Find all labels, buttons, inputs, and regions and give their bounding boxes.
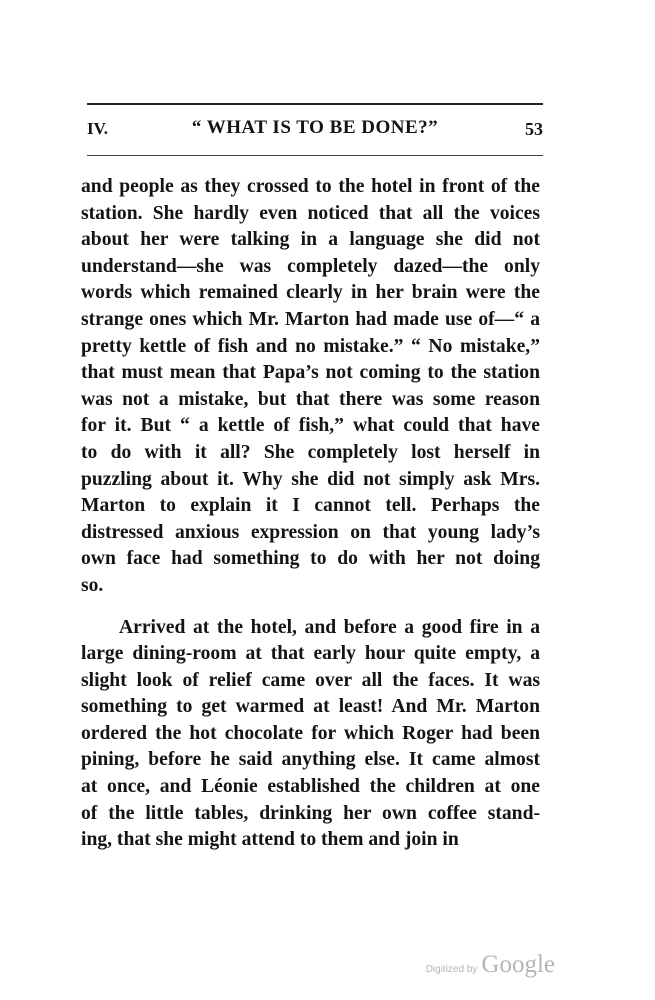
text-line: for it. But “ a kettle of fish,” what could that have	[81, 415, 540, 437]
running-header	[87, 117, 543, 145]
text-line: slight look of relief came over all the faces. It was	[81, 669, 540, 691]
chapter-number: IV.	[87, 119, 108, 138]
paragraph	[81, 615, 540, 854]
text-line: words which remained clearly in her brain were the	[81, 282, 540, 304]
text-line: and people as they crossed to the hotel in front of the	[81, 176, 540, 197]
text-line: was not a mistake, but that there was some reason	[81, 388, 540, 410]
text-line: pretty kettle of fish and no mistake.” “ No mistake,”	[81, 335, 540, 357]
paragraph	[81, 174, 540, 600]
running-title: “ WHAT IS TO BE DONE?”	[191, 117, 439, 138]
top-rule	[87, 103, 543, 105]
page-number: 53	[525, 119, 543, 139]
text-line: so.	[81, 574, 104, 596]
body-text	[81, 174, 540, 854]
text-line: of the little tables, drinking her own coffee stand-	[81, 802, 540, 824]
text-line: to do with it all? She completely lost herself in	[81, 441, 540, 463]
text-line: strange ones which Mr. Marton had made use of—“ a	[81, 308, 540, 330]
digitized-by-google-watermark	[426, 951, 555, 979]
text-line: large dining-room at that early hour quite empty, a	[81, 643, 540, 665]
text-line: puzzling about it. Why she did not simply ask Mrs.	[81, 468, 540, 490]
text-line: ordered the hot chocolate for which Roger had been	[81, 722, 540, 744]
text-line: at once, and Léonie established the children at one	[81, 776, 540, 798]
text-line: distressed anxious expression on that young lady’s	[81, 521, 540, 543]
text-line: station. She hardly even noticed that all the voices	[81, 202, 540, 224]
text-line: that must mean that Papa’s not coming to the station	[81, 362, 540, 384]
text-line: own face had something to do with her not doing	[81, 548, 540, 570]
text-line: understand—she was completely dazed—the only	[81, 255, 540, 277]
paragraph-gap	[81, 600, 540, 615]
text-line: about her were talking in a language she did not	[81, 229, 540, 251]
text-line: something to get warmed at least! And Mr. Marton	[81, 696, 540, 718]
text-line: ing, that she might attend to them and join in	[81, 829, 459, 851]
header-rule	[87, 155, 543, 156]
text-line: Arrived at the hotel, and before a good fire in a	[119, 616, 540, 638]
watermark-prefix: Digitized by	[425, 964, 478, 975]
text-line: pining, before he said anything else. It came almost	[81, 749, 540, 771]
google-logo: Google	[481, 951, 555, 978]
text-line: Marton to explain it I cannot tell. Perhaps the	[81, 495, 540, 517]
